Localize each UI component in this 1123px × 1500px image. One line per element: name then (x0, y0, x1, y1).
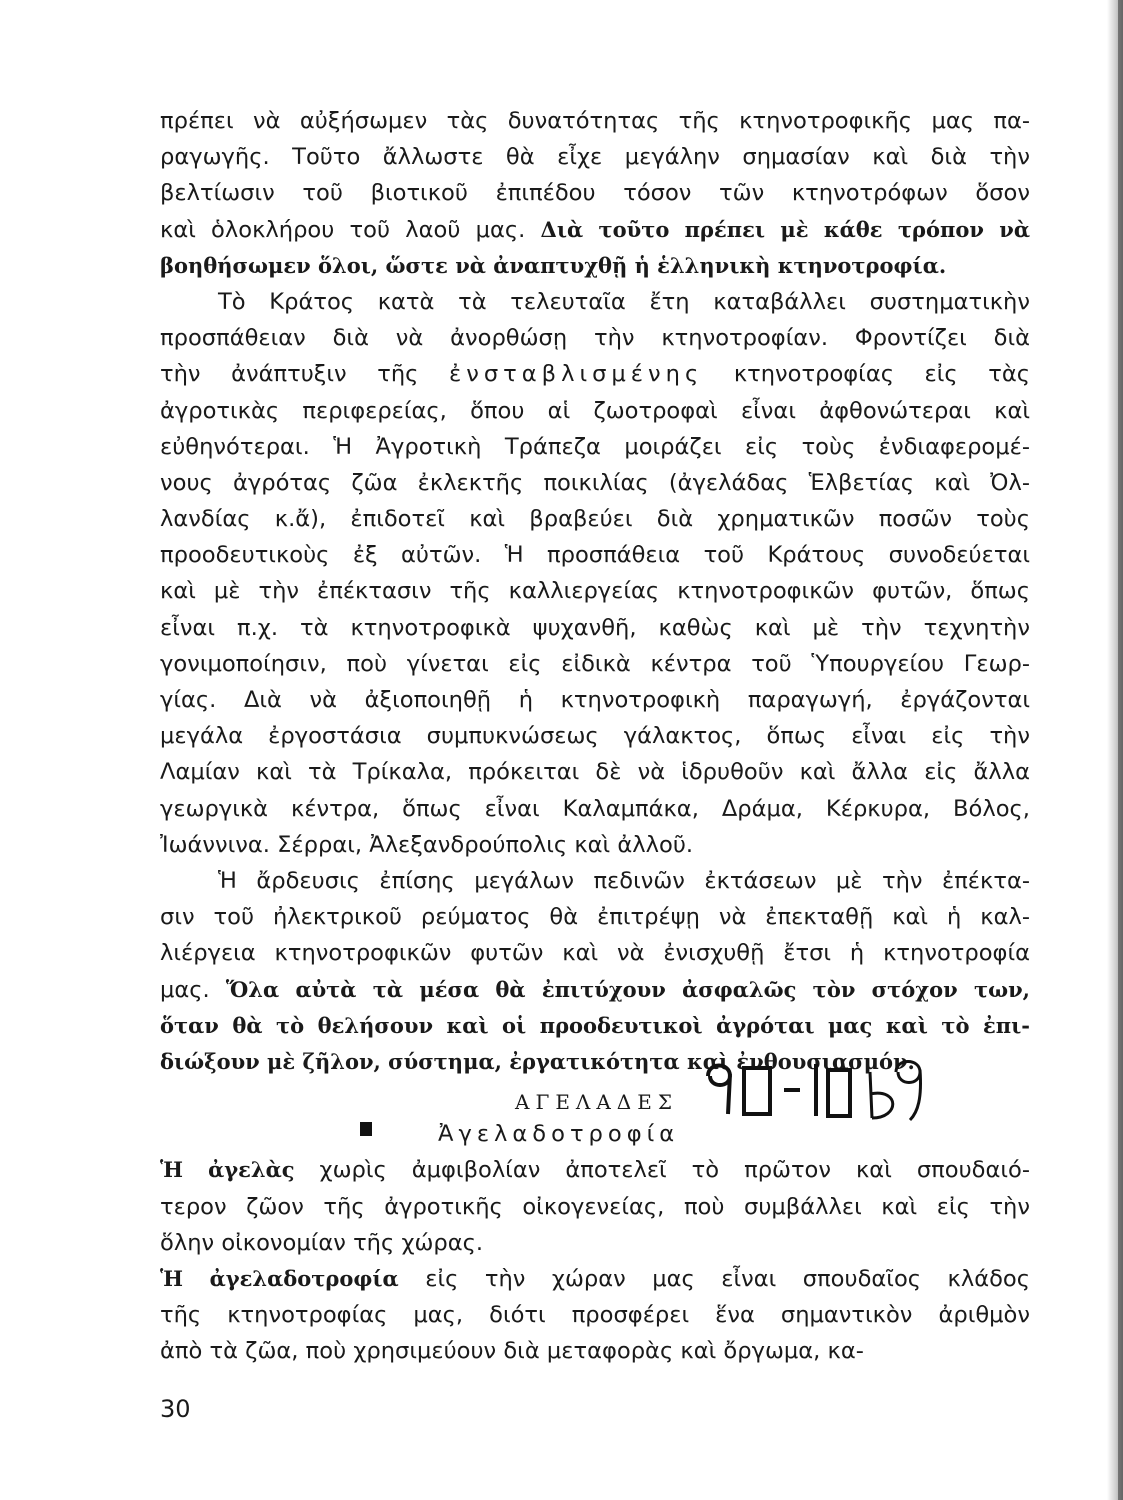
bold-text: Διὰ τοῦτο πρέπει μὲ κάθε τρόπον νὰ (540, 216, 1030, 242)
text-line (160, 1008, 1030, 1044)
text-line (160, 320, 1030, 356)
text-line (160, 175, 1030, 211)
text-segment: μας. (160, 976, 226, 1003)
text-segment: ραγωγῆς. Τοῦτο ἄλλωστε θὰ εἶχε μεγάλην σημασίαν καὶ διὰ τὴν (160, 144, 1030, 171)
handwritten-stamp (700, 1058, 940, 1122)
text-segment: καὶ ὁλοκλήρου τοῦ λαοῦ μας. (160, 216, 541, 243)
text-line (160, 103, 1030, 139)
spaced-text: ἐνσταβλισμένης (449, 361, 704, 388)
text-line (160, 1333, 1030, 1369)
text-line (160, 212, 1030, 248)
text-line (160, 1225, 1030, 1261)
text-segment: ἀγροτικὰς περιφερείας, ὅπου αἱ ζωοτροφαὶ εἶναι ἀφθονώτεραι καὶ (160, 397, 1030, 424)
text-line (160, 356, 1030, 392)
text-line (160, 682, 1030, 718)
text-line (160, 429, 1030, 465)
page-number: 30 (160, 1395, 191, 1423)
text-segment: εἶναι π.χ. τὰ κτηνοτροφικὰ ψυχανθῆ, καθὼς καὶ μὲ τὴν τεχνητὴν (160, 614, 1030, 641)
text-segment: γονιμοποίησιν, ποὺ γίνεται εἰς εἰδικὰ κέντρα τοῦ Ὑπουργείου Γεωρ- (160, 650, 1030, 677)
text-segment: γεωργικὰ κέντρα, ὅπως εἶναι Καλαμπάκα, Δράμα, Κέρκυρα, Βόλος, (160, 795, 1030, 822)
text-line (160, 537, 1030, 573)
section-title: ΑΓΕΛΑΔΕΣ (515, 1090, 678, 1115)
paragraph-group-bottom (160, 1152, 1030, 1369)
document-body (160, 103, 1030, 1370)
paragraph-group-top (160, 103, 1030, 1080)
text-segment: μεγάλα ἐργοστάσια συμπυκνώσεως γάλακτος, ὅπως εἶναι εἰς τὴν (160, 723, 1030, 750)
text-line (160, 863, 1030, 899)
text-segment: εὐθηνότεραι. Ἡ Ἀγροτικὴ Τράπεζα μοιράζει εἰς τοὺς ἐνδιαφερομέ- (160, 433, 1030, 460)
subheading-row (160, 1116, 1030, 1152)
text-line (160, 754, 1030, 790)
text-line (160, 1152, 1030, 1188)
text-line (160, 935, 1030, 971)
paragraph (160, 1152, 1030, 1261)
text-segment: τῆς κτηνοτροφίας μας, διότι προσφέρει ἕνα σημαντικὸν ἀριθμὸν (160, 1302, 1030, 1329)
text-segment: τερον ζῶον τῆς ἀγροτικῆς οἰκογενείας, ποὺ συμβάλλει καὶ εἰς τὴν (160, 1193, 1030, 1220)
text-segment: Ἡ ἄρδευσις ἐπίσης μεγάλων πεδινῶν ἐκτάσεων μὲ τὴν ἐπέκτα- (218, 867, 1030, 894)
text-line (160, 1261, 1030, 1297)
text-line (160, 827, 1030, 863)
text-segment: πρέπει νὰ αὐξήσωμεν τὰς δυνατότητας τῆς κτηνοτροφικῆς μας πα- (160, 108, 1030, 134)
bold-text: ὅταν θὰ τὸ θελήσουν καὶ οἱ προοδευτικοὶ ἀγρόται μας καὶ τὸ ἐπι- (160, 1012, 1030, 1038)
bold-text: Ἡ ἀγελὰς (160, 1157, 295, 1183)
text-line (160, 791, 1030, 827)
text-segment: λιέργεια κτηνοτροφικῶν φυτῶν καὶ νὰ ἐνισχυθῇ ἔτσι ἡ κτηνοτροφία (160, 940, 1030, 967)
text-line (160, 610, 1030, 646)
text-segment: χωρὶς ἀμφιβολίαν ἀποτελεῖ τὸ πρῶτον καὶ σπουδαιό- (294, 1157, 1030, 1184)
bold-text: Ὅλα αὐτὰ τὰ μέσα θὰ ἐπιτύχουν ἀσφαλῶς τὸν στόχον των, (225, 976, 1030, 1002)
text-segment: Ἰωάννινα. Σέρραι, Ἀλεξανδρούπολις καὶ ἀλλοῦ. (160, 831, 694, 858)
text-line (160, 393, 1030, 429)
section-heading-row (160, 1080, 1030, 1116)
text-segment: σιν τοῦ ἠλεκτρικοῦ ρεύματος θὰ ἐπιτρέψῃ νὰ ἐπεκταθῇ καὶ ἡ καλ- (160, 904, 1030, 931)
text-segment: λανδίας κ.ἄ), ἐπιδοτεῖ καὶ βραβεύει διὰ χρηματικῶν ποσῶν τοὺς (160, 506, 1030, 533)
text-line (160, 718, 1030, 754)
text-segment: ἀπὸ τὰ ζῶα, ποὺ χρησιμεύουν διὰ μεταφορὰς καὶ ὄργωμα, κα- (160, 1338, 864, 1365)
text-segment: Λαμίαν καὶ τὰ Τρίκαλα, πρόκειται δὲ νὰ ἱδρυθοῦν καὶ ἄλλα εἰς ἄλλα (160, 759, 1030, 786)
page-binding-shadow (1118, 0, 1123, 1500)
text-segment: ὅλην οἰκονομίαν τῆς χώρας. (160, 1229, 484, 1256)
text-segment: Τὸ Κράτος κατὰ τὰ τελευταῖα ἔτη καταβάλλει συστηματικὴν (218, 288, 1030, 315)
text-segment: εἰς τὴν χώραν μας εἶναι σπουδαῖος κλάδος (398, 1266, 1031, 1292)
text-segment: τὴν ἀνάπτυξιν τῆς (160, 361, 450, 388)
text-line (160, 284, 1030, 320)
text-line (160, 501, 1030, 537)
text-line (160, 646, 1030, 682)
subheading: Ἀγελαδοτροφία (438, 1121, 680, 1148)
text-line (160, 465, 1030, 501)
text-segment: βελτίωσιν τοῦ βιοτικοῦ ἐπιπέδου τόσον τῶν κτηνοτρόφων ὅσον (160, 180, 1030, 207)
text-line (160, 972, 1030, 1008)
text-segment: καὶ μὲ τὴν ἐπέκτασιν τῆς καλλιεργείας κτηνοτροφικῶν φυτῶν, ὅπως (160, 578, 1030, 605)
text-line (160, 1189, 1030, 1225)
text-line (160, 899, 1030, 935)
text-line (160, 1297, 1030, 1333)
text-line (160, 248, 1030, 284)
paragraph (160, 1261, 1030, 1370)
paragraph (160, 103, 1030, 284)
text-segment: κτηνοτροφίας εἰς τὰς (703, 361, 1031, 388)
text-line (160, 139, 1030, 175)
text-segment: νους ἀγρότας ζῶα ἐκλεκτῆς ποικιλίας (ἀγελάδας Ἑλβετίας καὶ Ὀλ- (160, 469, 1030, 496)
text-segment: προσπάθειαν διὰ νὰ ἀνορθώσῃ τὴν κτηνοτροφίαν. Φροντίζει διὰ (160, 325, 1030, 352)
paragraph (160, 284, 1030, 863)
text-segment: προοδευτικοὺς ἐξ αὐτῶν. Ἡ προσπάθεια τοῦ Κράτους συνοδεύεται (160, 542, 1030, 569)
text-segment: γίας. Διὰ νὰ ἀξιοποιηθῇ ἡ κτηνοτροφικὴ παραγωγή, ἐργάζονται (160, 687, 1030, 713)
bold-text: βοηθήσωμεν ὅλοι, ὥστε νὰ ἀναπτυχθῇ ἡ ἑλληνικὴ κτηνοτροφία. (160, 252, 947, 278)
bold-text: διώξουν μὲ ζῆλον, σύστημα, ἐργατικότητα καὶ ἐνθουσιασμόν. (160, 1048, 915, 1074)
bold-text: Ἡ ἀγελαδοτροφία (160, 1266, 399, 1291)
paragraph (160, 863, 1030, 1080)
text-line (160, 573, 1030, 609)
